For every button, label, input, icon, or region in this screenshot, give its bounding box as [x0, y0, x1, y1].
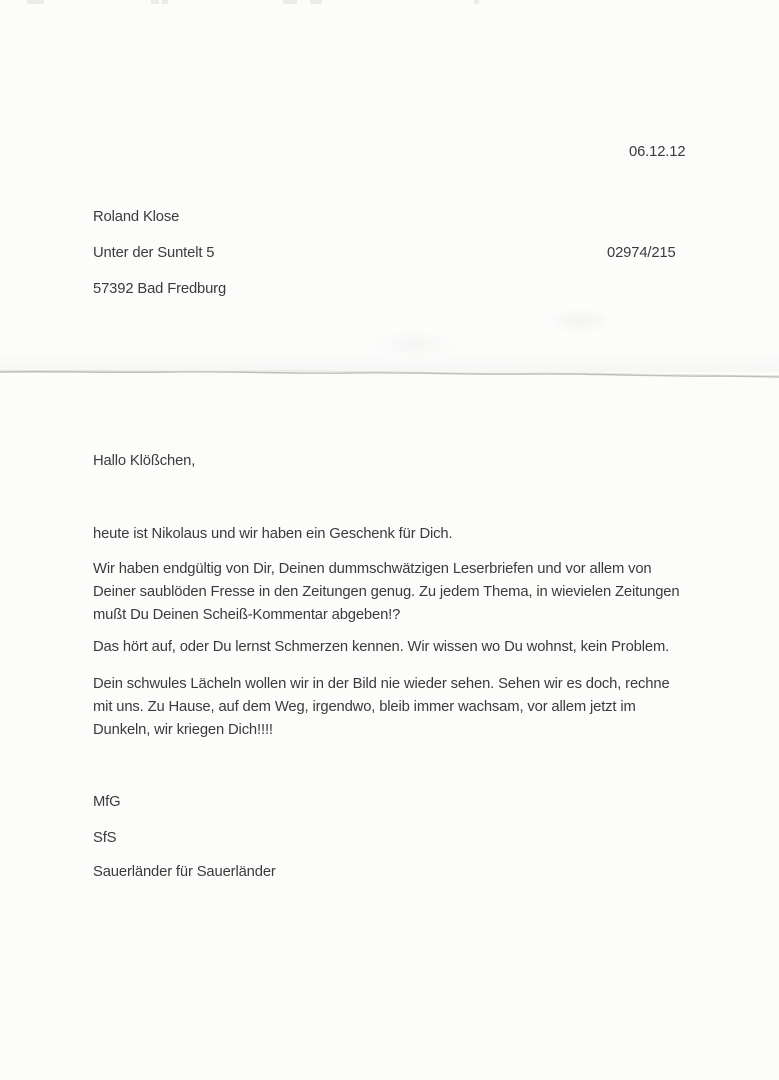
- sender-name: Roland Klose: [93, 209, 180, 225]
- body-paragraph-4: [93, 676, 670, 745]
- letter-date: 06.12.12: [629, 144, 686, 160]
- scan-smudge: [370, 330, 460, 360]
- sender-phone-number: 02974/215: [607, 245, 676, 261]
- body-line: Dunkeln, wir kriegen Dich!!!!: [93, 722, 273, 738]
- body-line: mußt Du Deinen Scheiß-Kommentar abgeben!?: [93, 607, 401, 623]
- scan-artifact-tick: [151, 0, 159, 4]
- body-line: mit uns. Zu Hause, auf dem Weg, irgendwo, bleib immer wachsam, vor allem jetzt im: [93, 699, 636, 715]
- body-line: heute ist Nikolaus und wir haben ein Geschenk für Dich.: [93, 526, 453, 542]
- scan-artifact-tick: [474, 0, 479, 4]
- signature-organization: Sauerländer für Sauerländer: [93, 864, 276, 880]
- scan-artifact-tick: [310, 0, 322, 4]
- scan-artifact-tick: [27, 0, 44, 4]
- sender-street: Unter der Suntelt 5: [93, 245, 215, 261]
- salutation: Hallo Klößchen,: [93, 453, 196, 469]
- body-line: Dein schwules Lächeln wollen wir in der Bild nie wieder sehen. Sehen wir es doch, rechne: [93, 676, 670, 692]
- body-paragraph-2: [93, 561, 679, 630]
- body-line: Wir haben endgültig von Dir, Deinen dummschwätzigen Leserbriefen und vor allem von: [93, 561, 652, 577]
- scan-smudge: [545, 308, 615, 334]
- body-paragraph-3: [93, 639, 669, 662]
- sender-address-block: [93, 206, 226, 314]
- body-paragraph-1: [93, 526, 452, 549]
- body-line: Das hört auf, oder Du lernst Schmerzen kennen. Wir wissen wo Du wohnst, kein Problem.: [93, 639, 670, 655]
- sender-city: 57392 Bad Fredburg: [93, 281, 227, 297]
- scan-artifact-tick: [162, 0, 168, 4]
- closing-formula: MfG: [93, 794, 121, 810]
- scan-artifact-tick: [283, 0, 297, 4]
- body-line: Deiner saublöden Fresse in den Zeitungen genug. Zu jedem Thema, in wievielen Zeitungen: [93, 584, 680, 600]
- signature-initials: SfS: [93, 830, 117, 846]
- paper-fold-shadow: [0, 352, 779, 372]
